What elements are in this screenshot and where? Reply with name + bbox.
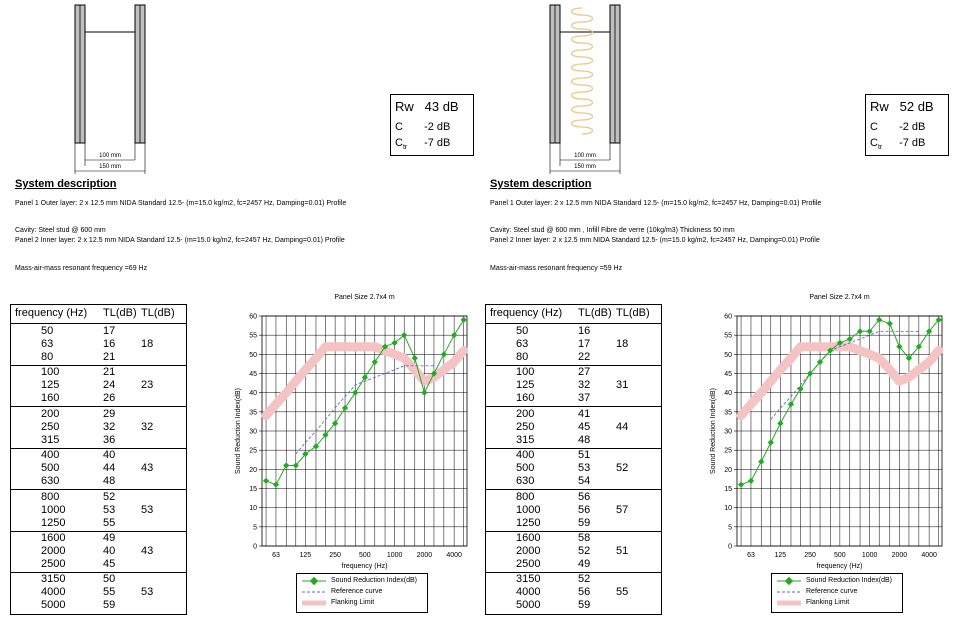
tl-group	[11, 490, 186, 532]
tl-value-cell: 48	[578, 433, 591, 446]
tl-group	[486, 324, 661, 366]
tl-value-cell: 21	[103, 351, 116, 363]
tl-frequency-cell: 400	[516, 449, 535, 462]
x-axis-label: frequency (Hz)	[816, 563, 863, 570]
x-tick-label: 4000	[921, 552, 937, 559]
tl-group	[486, 531, 661, 573]
ctr-label: C	[870, 137, 878, 149]
x-tick-label: 1000	[386, 552, 403, 559]
tl-frequency-cell: 100	[516, 366, 535, 379]
legend-label-sri: Sound Reduction Index(dB)	[331, 577, 417, 584]
tl-frequency-cell: 1000	[41, 503, 66, 516]
tl-frequency-cell: 3150	[516, 573, 541, 586]
rw-value: 52 dB	[899, 99, 934, 114]
rating-box	[865, 94, 949, 156]
tl-frequency-cell: 315	[41, 433, 60, 446]
tl-frequency-cell: 500	[41, 462, 60, 475]
tl-octave-cell: 18	[616, 338, 629, 350]
tl-value-cell: 52	[578, 573, 591, 586]
tl-frequency-cell: 80	[516, 351, 529, 363]
tl-value-cell: 32	[578, 379, 591, 392]
tl-frequency-cell: 800	[516, 490, 535, 503]
tl-octave-cell: 23	[141, 379, 154, 392]
y-tick-label: 20	[724, 466, 732, 474]
tl-frequency-cell: 200	[516, 407, 535, 420]
tl-frequency-cell: 160	[516, 392, 535, 405]
y-tick-label: 45	[724, 371, 732, 378]
header-tl: TL(dB)	[103, 307, 137, 319]
tl-frequency-cell: 400	[41, 449, 60, 462]
tl-value-cell: 17	[578, 338, 591, 350]
chart	[222, 288, 480, 570]
x-tick-label: 1000	[861, 552, 878, 559]
system-cavity: Cavity: Steel stud @ 600 mm , Infill Fibre de verre (10kg/m3) Thickness 50 mm	[490, 227, 735, 234]
system-outer-layer: Panel 1 Outer layer: 2 x 12.5 mm NIDA Standard 12.5- (m=15.0 kg/m2, fc=2457 Hz, Damping=0.01) Profile	[15, 200, 347, 207]
y-tick-label: 0	[728, 543, 732, 551]
tl-value-cell: 56	[578, 586, 591, 599]
system-description-title: System description	[490, 178, 592, 190]
tl-value-cell: 40	[103, 449, 116, 462]
tl-frequency-cell: 200	[41, 407, 60, 420]
tl-value-cell: 51	[578, 449, 591, 462]
tl-octave-cell: 51	[616, 545, 629, 557]
dim-total-label: 150 mm	[99, 164, 121, 170]
c-value: -2 dB	[899, 121, 926, 133]
header-tl-octave: TL(dB)	[616, 307, 650, 319]
chart-legend	[771, 573, 903, 613]
panel-right	[475, 0, 955, 621]
tl-frequency-cell: 2000	[516, 545, 541, 557]
tl-octave-cell: 52	[616, 462, 629, 475]
chart-legend	[296, 573, 428, 613]
tl-group	[486, 490, 661, 532]
tl-value-cell: 16	[578, 325, 591, 337]
y-tick-label: 30	[724, 428, 732, 436]
tl-value-cell: 36	[103, 433, 116, 446]
system-outer-layer: Panel 1 Outer layer: 2 x 12.5 mm NIDA Standard 12.5- (m=15.0 kg/m2, fc=2457 Hz, Damping=0.01) Profile	[490, 200, 822, 207]
tl-frequency-cell: 630	[516, 475, 535, 488]
x-tick-label: 250	[804, 552, 816, 559]
header-tl-octave: TL(dB)	[141, 307, 175, 319]
x-tick-label: 63	[272, 552, 280, 559]
tl-value-cell: 49	[578, 558, 591, 570]
tl-octave-cell: 55	[616, 586, 629, 599]
tl-value-cell: 41	[578, 407, 591, 420]
tl-value-cell: 27	[578, 366, 591, 379]
legend-label-reference: Reference curve	[806, 588, 858, 595]
tl-frequency-cell: 1600	[516, 532, 541, 544]
tl-value-cell: 44	[103, 462, 116, 475]
tl-frequency-cell: 1000	[516, 503, 541, 516]
wall-section-diagram	[530, 0, 640, 176]
legend-label-sri: Sound Reduction Index(dB)	[806, 577, 892, 584]
y-tick-label: 20	[249, 466, 257, 474]
tl-frequency-cell: 1250	[41, 516, 66, 529]
tl-frequency-cell: 250	[516, 420, 535, 433]
chart	[697, 288, 955, 570]
dim-cavity-label: 100 mm	[574, 153, 596, 159]
insulation-fill	[572, 8, 593, 134]
y-tick-label: 15	[249, 486, 257, 493]
tl-frequency-cell: 630	[41, 475, 60, 488]
y-tick-label: 45	[249, 371, 257, 378]
tl-frequency-cell: 2500	[516, 558, 541, 570]
y-tick-label: 30	[249, 428, 257, 436]
tl-value-cell: 22	[578, 351, 591, 363]
y-tick-label: 50	[249, 351, 257, 359]
y-tick-label: 25	[249, 447, 257, 455]
system-cavity: Cavity: Steel stud @ 600 mm	[15, 227, 106, 234]
tl-value-cell: 53	[103, 503, 116, 516]
tl-octave-cell: 18	[141, 338, 154, 350]
ctr-value: -7 dB	[424, 137, 451, 149]
x-tick-label: 500	[359, 552, 371, 559]
y-tick-label: 5	[253, 524, 257, 532]
tl-frequency-cell: 50	[516, 325, 529, 337]
y-tick-label: 40	[724, 390, 732, 398]
tl-value-cell: 52	[578, 545, 591, 557]
chart-title: Panel Size 2.7x4 m	[334, 294, 395, 301]
tl-value-cell: 54	[578, 475, 591, 488]
tl-group	[486, 572, 661, 613]
tl-frequency-cell: 3150	[41, 573, 66, 586]
tl-frequency-cell: 4000	[516, 586, 541, 599]
x-axis-label: frequency (Hz)	[341, 563, 388, 570]
x-tick-label: 125	[774, 552, 787, 559]
tl-table	[485, 304, 662, 615]
tl-group	[486, 407, 661, 449]
y-tick-label: 60	[724, 313, 732, 321]
tl-frequency-cell: 4000	[41, 586, 66, 599]
tl-group	[11, 365, 186, 407]
tl-frequency-cell: 500	[516, 462, 535, 475]
tl-frequency-cell: 250	[41, 420, 60, 433]
c-value: -2 dB	[424, 121, 451, 133]
tl-octave-cell: 44	[616, 420, 629, 433]
system-inner-layer: Panel 2 Inner layer: 2 x 12.5 mm NIDA Standard 12.5- (m=15.0 kg/m2, fc=2457 Hz, Damping=0.01) Profile	[490, 237, 820, 244]
tl-value-cell: 52	[103, 490, 116, 503]
x-tick-label: 4000	[446, 552, 462, 559]
x-tick-label: 2000	[891, 552, 908, 559]
wall-board-outer	[75, 5, 85, 143]
tl-value-cell: 49	[103, 532, 116, 544]
tl-value-cell: 53	[578, 462, 591, 475]
wall-section-diagram	[55, 0, 165, 176]
system-resonance: Mass-air-mass resonant frequency =59 Hz	[490, 265, 623, 272]
tl-value-cell: 32	[103, 420, 116, 433]
rw-value: 43 dB	[424, 99, 459, 114]
legend-label-reference: Reference curve	[331, 588, 383, 595]
tl-group	[11, 531, 186, 573]
tl-value-cell: 59	[103, 599, 116, 612]
x-tick-label: 500	[834, 552, 846, 559]
y-tick-label: 10	[724, 505, 732, 513]
tl-frequency-cell: 1250	[516, 516, 541, 529]
tl-table-header	[486, 305, 661, 324]
x-tick-label: 250	[329, 552, 341, 559]
tl-frequency-cell: 5000	[516, 599, 541, 612]
wall-board-outer	[550, 5, 560, 143]
ctr-label: C	[395, 137, 403, 149]
tl-frequency-cell: 125	[41, 379, 60, 392]
tl-value-cell: 29	[103, 407, 116, 420]
tl-octave-cell: 57	[616, 503, 629, 516]
tl-group	[11, 407, 186, 449]
tl-group	[486, 365, 661, 407]
ctr-subscript: tr	[877, 144, 883, 152]
legend-label-flanking: Flanking Limit	[806, 599, 850, 606]
tl-value-cell: 56	[578, 503, 591, 516]
header-tl: TL(dB)	[578, 307, 612, 319]
y-axis-label: Sound Reduction Index(dB)	[710, 388, 717, 474]
tl-value-cell: 45	[103, 558, 116, 570]
tl-value-cell: 59	[578, 516, 591, 529]
system-inner-layer: Panel 2 Inner layer: 2 x 12.5 mm NIDA Standard 12.5- (m=15.0 kg/m2, fc=2457 Hz, Damping=0.01) Profile	[15, 237, 345, 244]
system-description-title: System description	[15, 178, 117, 190]
tl-value-cell: 56	[578, 490, 591, 503]
tl-value-cell: 16	[103, 338, 116, 350]
tl-frequency-cell: 1600	[41, 532, 66, 544]
tl-group	[11, 448, 186, 490]
tl-octave-cell: 31	[616, 379, 629, 392]
x-tick-label: 2000	[416, 552, 433, 559]
y-tick-label: 15	[724, 486, 732, 493]
tl-frequency-cell: 160	[41, 392, 60, 405]
y-axis-label: Sound Reduction Index(dB)	[235, 388, 242, 474]
tl-octave-cell: 43	[141, 545, 154, 557]
x-tick-label: 63	[747, 552, 755, 559]
header-frequency: frequency (Hz)	[15, 307, 88, 319]
tl-group	[486, 448, 661, 490]
tl-value-cell: 48	[103, 475, 116, 488]
y-tick-label: 40	[249, 390, 257, 398]
tl-group	[11, 572, 186, 613]
y-tick-label: 35	[724, 409, 732, 417]
tl-value-cell: 59	[578, 599, 591, 612]
dim-cavity-label: 100 mm	[99, 153, 121, 159]
tl-frequency-cell: 5000	[41, 599, 66, 612]
tl-value-cell: 40	[103, 545, 116, 557]
header-frequency: frequency (Hz)	[490, 307, 563, 319]
tl-group	[11, 324, 186, 366]
tl-frequency-cell: 2000	[41, 545, 66, 557]
dim-total-label: 150 mm	[574, 164, 596, 170]
y-tick-label: 0	[253, 543, 257, 551]
y-tick-label: 50	[724, 351, 732, 359]
ctr-subscript: tr	[402, 144, 408, 152]
c-label: C	[870, 121, 878, 133]
tl-value-cell: 50	[103, 573, 116, 586]
tl-value-cell: 45	[578, 420, 591, 433]
y-tick-label: 10	[249, 505, 257, 513]
y-tick-label: 55	[249, 332, 257, 340]
x-tick-label: 125	[299, 552, 312, 559]
tl-value-cell: 55	[103, 516, 116, 529]
tl-table	[10, 304, 187, 615]
c-label: C	[395, 121, 403, 133]
tl-value-cell: 26	[103, 392, 116, 405]
tl-frequency-cell: 63	[41, 338, 54, 350]
y-tick-label: 55	[724, 332, 732, 340]
system-resonance: Mass-air-mass resonant frequency =69 Hz	[15, 265, 148, 272]
insulation-path	[572, 8, 593, 134]
tl-frequency-cell: 2500	[41, 558, 66, 570]
tl-octave-cell: 53	[141, 586, 154, 599]
tl-frequency-cell: 125	[516, 379, 535, 392]
tl-frequency-cell: 50	[41, 325, 54, 337]
legend-label-flanking: Flanking Limit	[331, 599, 375, 606]
tl-value-cell: 21	[103, 366, 116, 379]
tl-value-cell: 24	[103, 379, 116, 392]
rw-label: Rw	[395, 99, 414, 114]
tl-frequency-cell: 315	[516, 433, 535, 446]
tl-value-cell: 58	[578, 532, 591, 544]
tl-frequency-cell: 63	[516, 338, 529, 350]
tl-frequency-cell: 800	[41, 490, 60, 503]
wall-board-inner	[610, 5, 620, 143]
y-tick-label: 25	[724, 447, 732, 455]
wall-board-inner	[135, 5, 145, 143]
tl-octave-cell: 43	[141, 462, 154, 475]
chart-title: Panel Size 2.7x4 m	[809, 294, 870, 301]
rw-label: Rw	[870, 99, 889, 114]
tl-table-header	[11, 305, 186, 324]
ctr-value: -7 dB	[899, 137, 926, 149]
tl-value-cell: 55	[103, 586, 116, 599]
tl-value-cell: 17	[103, 325, 116, 337]
tl-frequency-cell: 100	[41, 366, 60, 379]
tl-octave-cell: 53	[141, 503, 154, 516]
rating-box	[390, 94, 474, 156]
tl-value-cell: 37	[578, 392, 591, 405]
y-tick-label: 5	[728, 524, 732, 532]
y-tick-label: 35	[249, 409, 257, 417]
y-tick-label: 60	[249, 313, 257, 321]
tl-frequency-cell: 80	[41, 351, 54, 363]
tl-octave-cell: 32	[141, 420, 154, 433]
